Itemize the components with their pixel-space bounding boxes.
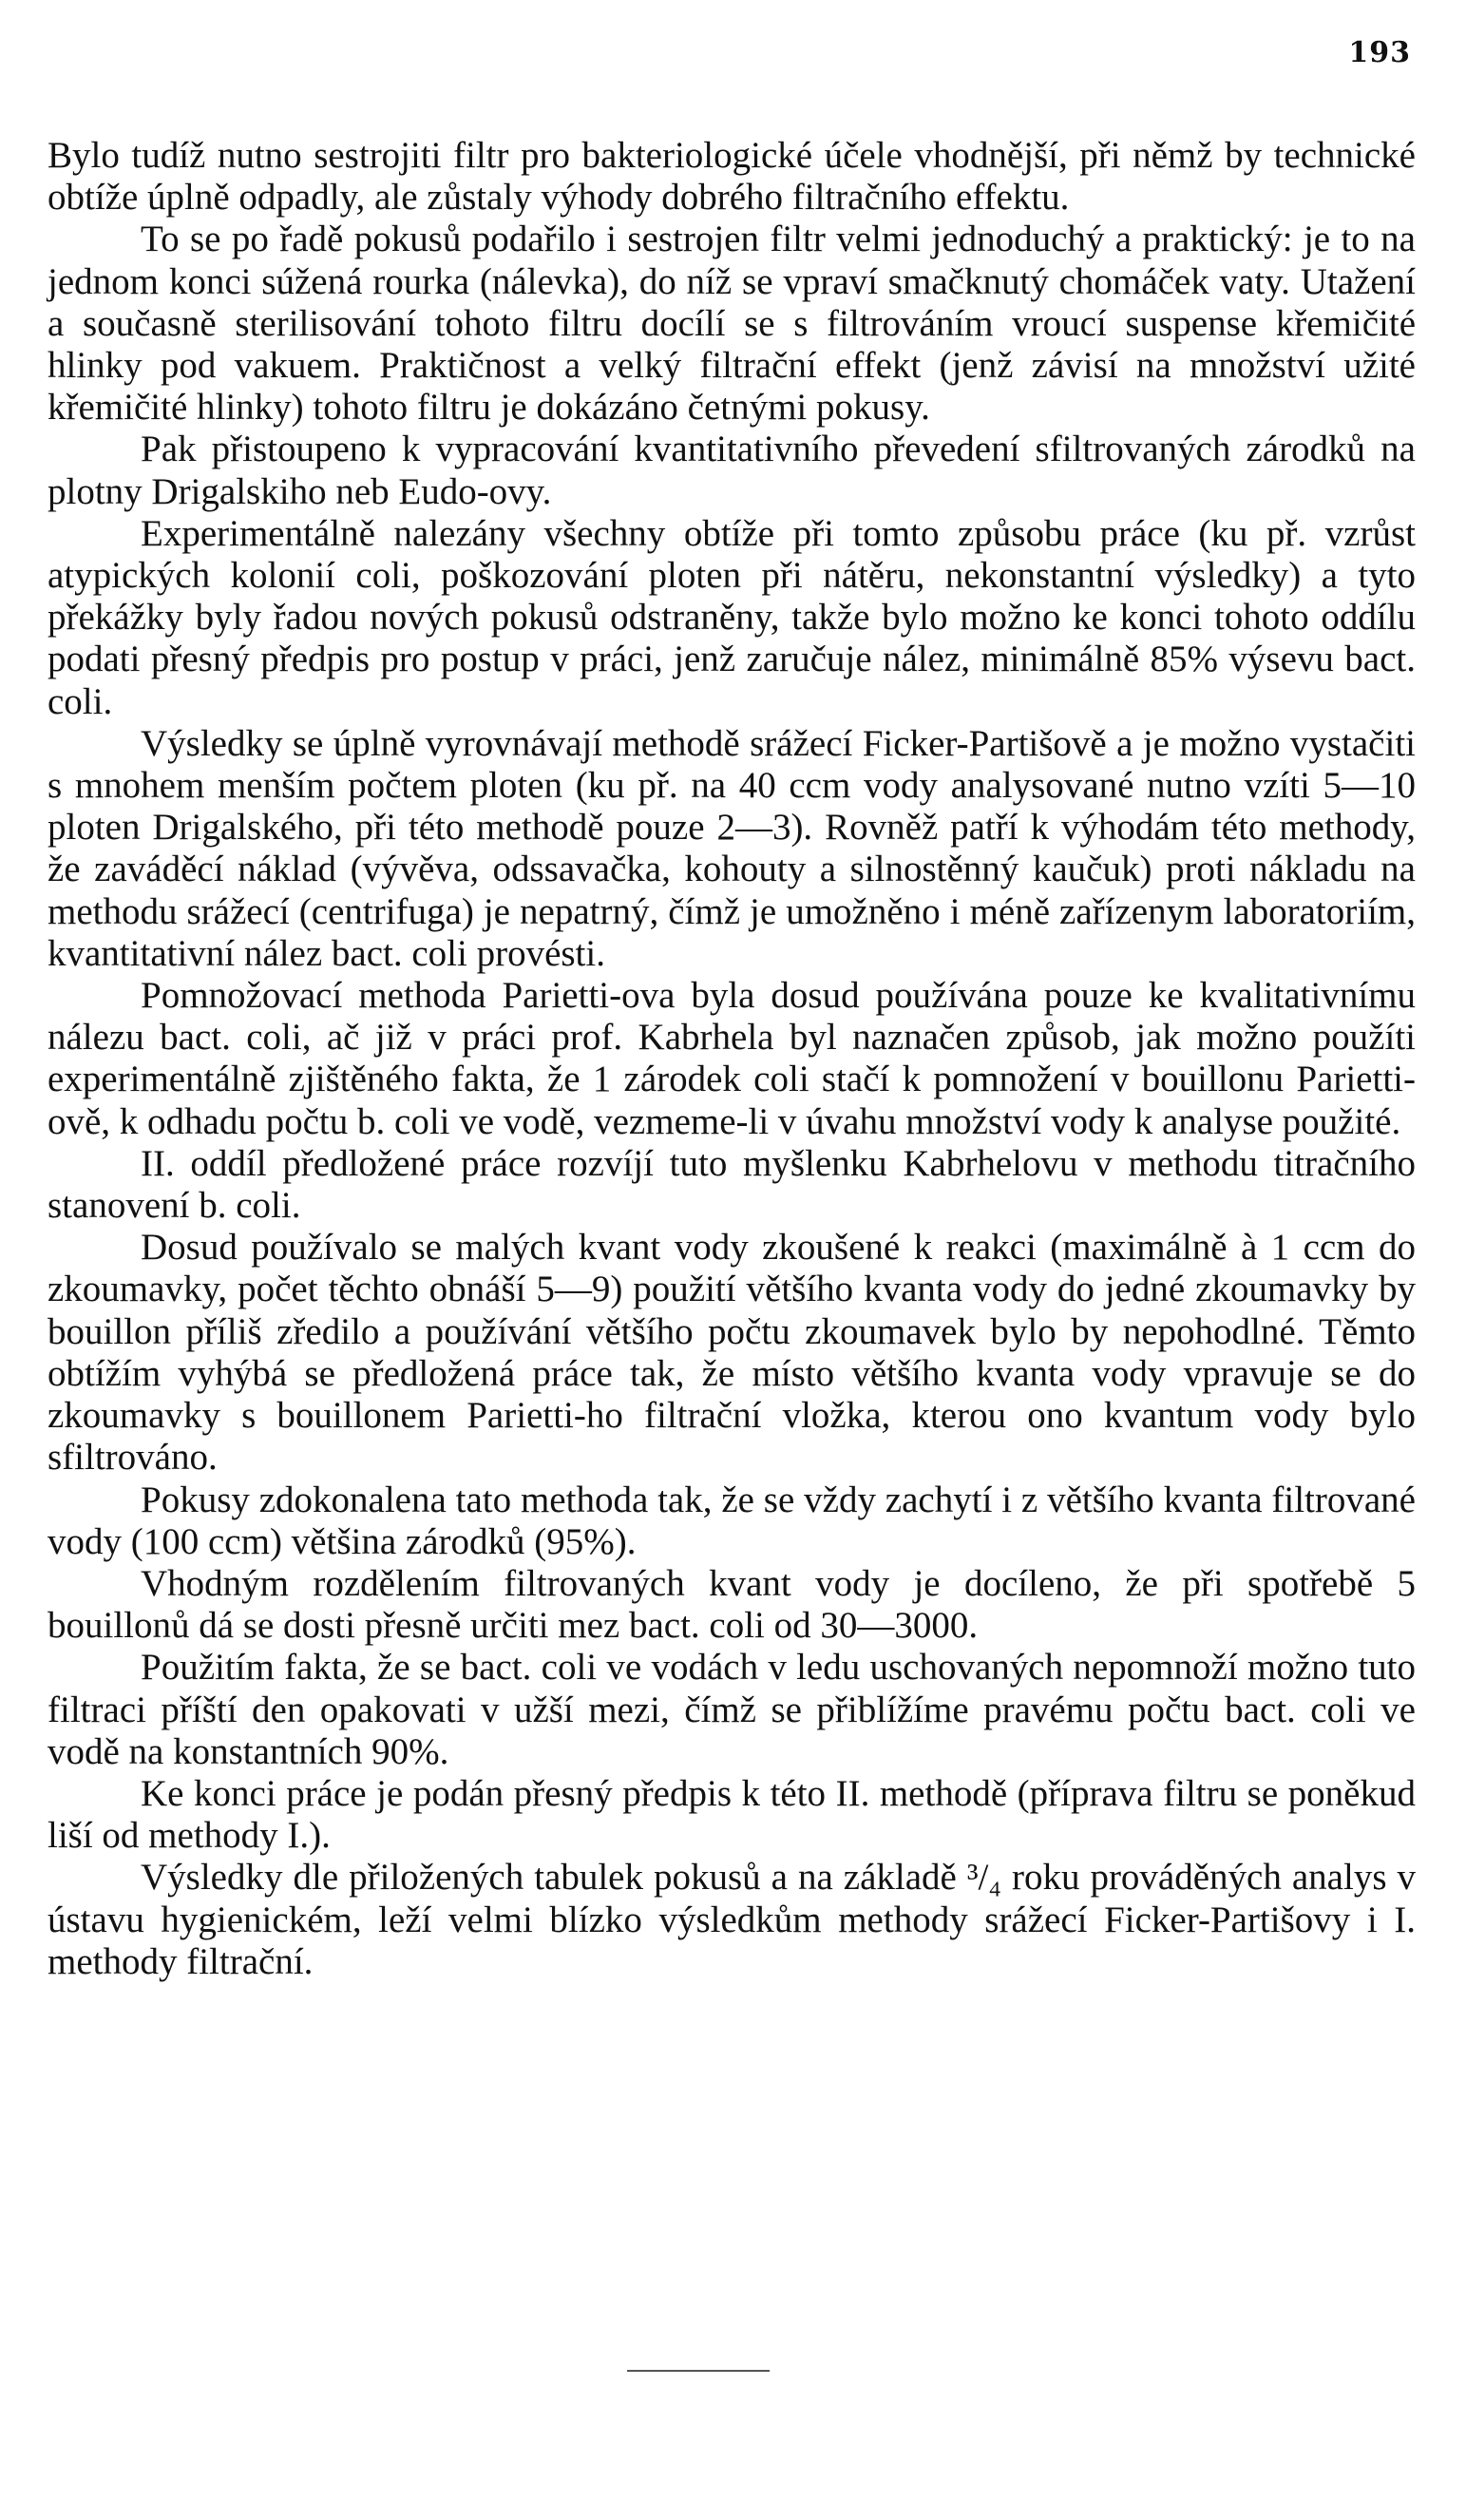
paragraph-11: Použitím fakta, že se bact. coli ve vodách v ledu uschovaných nepomnoží možno tuto filtraci příští den opakovati v užší mezi, čímž se přiblížíme pravému počtu bact. coli ve vodě na konstantních 90%. xyxy=(48,1647,1416,1772)
section-divider xyxy=(627,2370,770,2372)
paragraph-1: Bylo tudíž nutno sestrojiti filtr pro bakteriologické účele vhodnější, při němž by technické obtíže úplně odpadly, ale zůstaly výhody dobrého filtračního effektu. xyxy=(48,135,1416,219)
paragraph-12: Ke konci práce je podán přesný předpis k této II. methodě (příprava filtru se poněkud liší od methody I.). xyxy=(48,1772,1416,1857)
paragraph-2: To se po řadě pokusů podařilo i sestrojen filtr velmi jednoduchý a praktický: je to na jednom konci súžená rourka (nálevka), do níž se vpraví smačknutý chomáček vaty. Utažení a současně sterilisování tohoto filtru docílí se s filtrováním vroucí suspense křemičité hlinky pod vakuem. Praktičnost a velký filtrační effekt (jenž závisí na množství užité křemičité hlinky) tohoto filtru je dokázáno četnými pokusy. xyxy=(48,219,1416,429)
paragraph-13: Výsledky dle přiložených tabulek pokusů a na základě ³/₄ roku prováděných analys v ústavu hygienickém, leží velmi blízko výsledkům methody srážecí Ficker-Partišovy i I. methody filtrační. xyxy=(48,1857,1416,1982)
page-number: 193 xyxy=(1348,36,1411,69)
paragraph-9: Pokusy zdokonalena tato methoda tak, že se vždy zachytí i z většího kvanta filtrované vody (100 ccm) většina zárodků (95%). xyxy=(48,1479,1416,1562)
paragraph-8: Dosud používalo se malých kvant vody zkoušené k reakci (maximálně à 1 ccm do zkoumavky, počet těchto obnáší 5—9) použití většího kvanta vody do jedné zkoumavky by bouillon příliš zředilo a používání většího počtu zkoumavek bylo by nepohodlné. Těmto obtížím vyhýbá se předložená práce tak, že místo většího kvanta vody vpravuje se do zkoumavky s bouillonem Parietti-ho filtrační vložka, kterou ono kvantum vody bylo sfiltrováno. xyxy=(48,1227,1416,1479)
paragraph-3: Pak přistoupeno k vypracování kvantitativního převedení sfiltrovaných zárodků na plotny Drigalskiho neb Eudo-ovy. xyxy=(48,429,1416,512)
paragraph-5: Výsledky se úplně vyrovnávají methodě srážecí Ficker-Partišově a je možno vystačiti s mnohem menším počtem ploten (ku př. na 40 ccm vody analysované nutno vzíti 5—10 ploten Drigalského, při této methodě pouze 2—3). Rovněž patří k výhodám této methody, že zaváděcí náklad (vývěva, odssavačka, kohouty a silnostěnný kaučuk) proti nákladu na methodu srážecí (centrifuga) je nepatrný, čímž je umožněno i méně zařízenym laboratoriím, kvantitativní nález bact. coli provésti. xyxy=(48,722,1416,974)
body-text xyxy=(48,135,1416,1983)
paragraph-6: Pomnožovací methoda Parietti-ova byla dosud používána pouze ke kvalitativnímu nálezu bact. coli, ač již v práci prof. Kabrhela byl naznačen způsob, jak možno použíti experimentálně zjištěného fakta, že 1 zárodek coli stačí k pomnožení v bouillonu Parietti-ově, k odhadu počtu b. coli ve vodě, vezmeme-li v úvahu množství vody k analyse použité. xyxy=(48,975,1416,1142)
paragraph-4: Experimentálně nalezány všechny obtíže při tomto způsobu práce (ku př. vzrůst atypických kolonií coli, poškozování ploten při nátěru, nekonstantní výsledky) a tyto překážky byly řadou nových pokusů odstraněny, takže bylo možno ke konci tohoto oddílu podati přesný předpis pro postup v práci, jenž zaručuje nález, minimálně 85% výsevu bact. coli. xyxy=(48,512,1416,722)
paragraph-7: II. oddíl předložené práce rozvíjí tuto myšlenku Kabrhelovu v methodu titračního stanovení b. coli. xyxy=(48,1142,1416,1227)
paragraph-10: Vhodným rozdělením filtrovaných kvant vody je docíleno, že při spotřebě 5 bouillonů dá se dosti přesně určiti mez bact. coli od 30—3000. xyxy=(48,1562,1416,1647)
